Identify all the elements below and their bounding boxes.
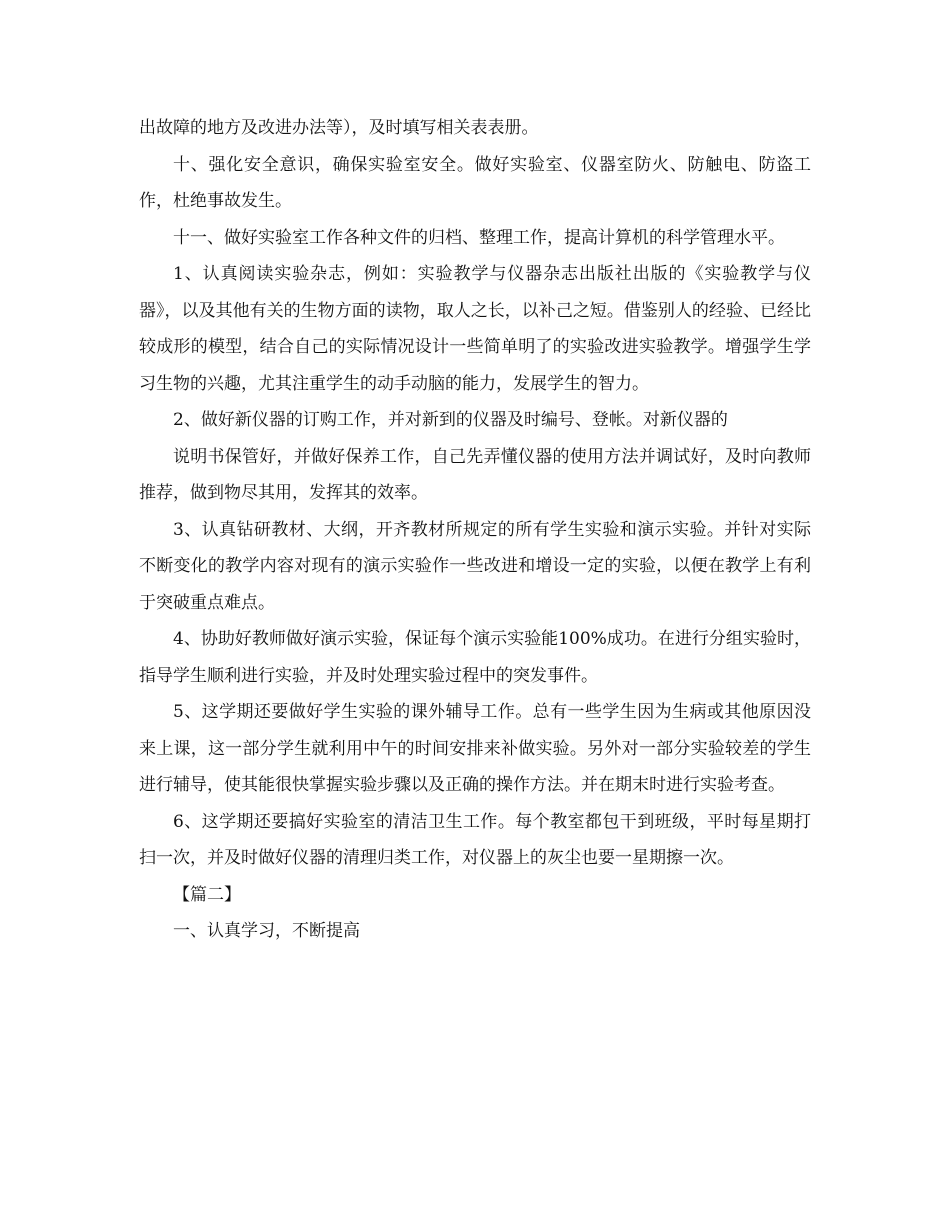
paragraph-item-2-continued: 说明书保管好，并做好保养工作，自己先弄懂仪器的使用方法并调试好，及时向教师推荐，做到物尽其用，发挥其的效率。 [139, 446, 811, 503]
paragraph-item-6: 6、这学期还要搞好实验室的清洁卫生工作。每个教室都包干到班级，平时每星期打扫一次，并及时做好仪器的清理归类工作，对仪器上的灰尘也要一星期擦一次。 [139, 811, 811, 868]
paragraph-item-2: 2、做好新仪器的订购工作，并对新到的仪器及时编号、登帐。对新仪器的 [173, 410, 728, 430]
paragraph-item-5: 5、这学期还要做好学生实验的课外辅导工作。总有一些学生因为生病或其他原因没来上课，这一部分学生就利用中午的时间安排来补做实验。另外对一部分实验较差的学生进行辅导，使其能很快掌握实验步骤以及正确的操作方法。并在期末时进行实验考查。 [139, 702, 811, 795]
section-heading-part-two: 【篇二】 [173, 884, 241, 905]
paragraph-item-1: 1、认真阅读实验杂志，例如：实验教学与仪器杂志出版社出版的《实验教学与仪器》，以及其他有关的生物方面的读物，取人之长，以补己之短。借鉴别人的经验、已经比较成形的模型，结合自己的实际情况设计一些简单明了的实验改进实验教学。增强学生学习生物的兴趣，尤其注重学生的动手动脑的能力，发展学生的智力。 [139, 264, 811, 394]
paragraph-item-3: 3、认真钻研教材、大纲，开齐教材所规定的所有学生实验和演示实验。并针对实际不断变化的教学内容对现有的演示实验作一些改进和增设一定的实验，以便在教学上有利于突破重点难点。 [139, 519, 811, 613]
document-body [139, 110, 811, 950]
paragraph-item-4: 4、协助好教师做好演示实验，保证每个演示实验能100%成功。在进行分组实验时，指导学生顺利进行实验，并及时处理实验过程中的突发事件。 [139, 629, 811, 686]
paragraph-continuation: 出故障的地方及改进办法等），及时填写相关表表册。 [139, 118, 539, 138]
paragraph-section-eleven: 十一、做好实验室工作各种文件的归档、整理工作，提高计算机的科学管理水平。 [173, 227, 785, 248]
paragraph-part-two-heading-one: 一、认真学习，不断提高 [173, 921, 360, 941]
paragraph-section-ten: 十、强化安全意识，确保实验室安全。做好实验室、仪器室防火、防触电、防盗工作，杜绝事故发生。 [139, 154, 811, 211]
